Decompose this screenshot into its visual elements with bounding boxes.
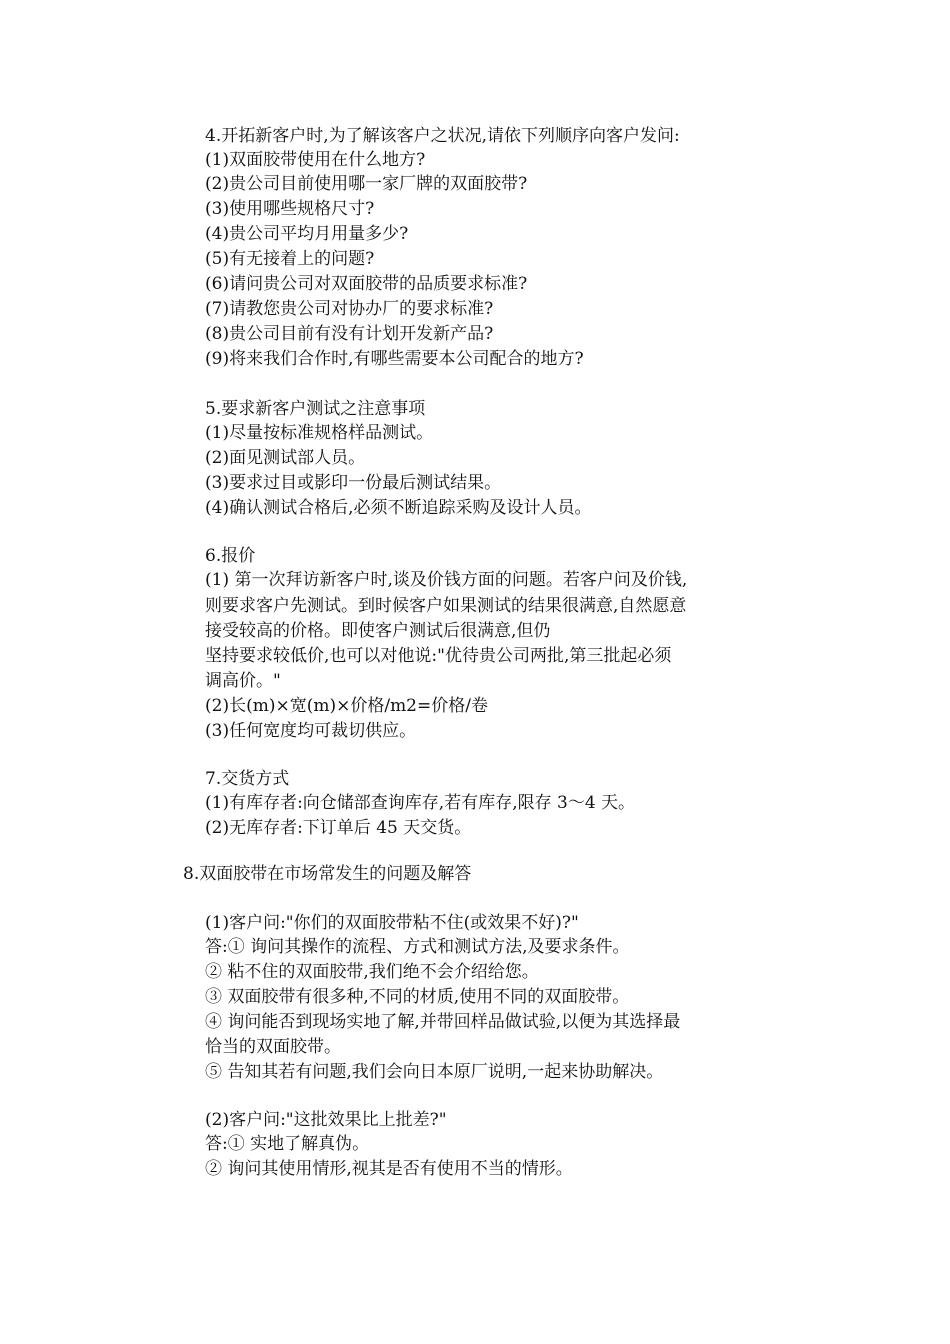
section-5-heading: 5.要求新客户测试之注意事项 bbox=[205, 399, 426, 419]
paragraph-line: (1) 第一次拜访新客户时,谈及价钱方面的问题。若客户问及价钱, bbox=[205, 570, 688, 590]
paragraph-line: (3)任何宽度均可裁切供应。 bbox=[205, 721, 417, 741]
list-item: (7)请教您贵公司对协办厂的要求标准? bbox=[205, 299, 494, 319]
faq-question: (2)客户问:"这批效果比上批差?" bbox=[205, 1110, 447, 1130]
list-item: (5)有无接着上的问题? bbox=[205, 249, 375, 269]
faq-answer-line: ④ 询问能否到现场实地了解,并带回样品做试验,以便为其选择最 bbox=[205, 1012, 681, 1032]
list-item: (1)双面胶带使用在什么地方? bbox=[205, 150, 426, 170]
list-item: (2)贵公司目前使用哪一家厂牌的双面胶带? bbox=[205, 174, 528, 194]
list-item: (2)无库存者:下订单后 45 天交货。 bbox=[205, 818, 472, 838]
section-4-heading: 4.开拓新客户时,为了解该客户之状况,请依下列顺序向客户发问: bbox=[205, 126, 680, 146]
paragraph-line: 接受较高的价格。即使客户测试后很满意,但仍 bbox=[205, 621, 551, 641]
faq-answer-line: ② 粘不住的双面胶带,我们绝不会介绍给您。 bbox=[205, 962, 539, 982]
list-item: (9)将来我们合作时,有哪些需要本公司配合的地方? bbox=[205, 349, 584, 369]
paragraph-line: 调高价。" bbox=[205, 671, 281, 691]
faq-answer-line: ② 询问其使用情形,视其是否有使用不当的情形。 bbox=[205, 1159, 573, 1179]
faq-answer-line: 答:① 询问其操作的流程、方式和测试方法,及要求条件。 bbox=[205, 937, 630, 957]
list-item: (1)尽量按标准规格样品测试。 bbox=[205, 423, 434, 443]
paragraph-line: 则要求客户先测试。到时候客户如果测试的结果很满意,自然愿意 bbox=[205, 596, 687, 616]
section-6-heading: 6.报价 bbox=[205, 546, 256, 566]
paragraph-line: 坚持要求较低价,也可以对他说:"优待贵公司两批,第三批起必须 bbox=[205, 646, 672, 666]
list-item: (3)要求过目或影印一份最后测试结果。 bbox=[205, 473, 502, 493]
list-item: (3)使用哪些规格尺寸? bbox=[205, 199, 375, 219]
list-item: (1)有库存者:向仓储部查询库存,若有库存,限存 3～4 天。 bbox=[205, 793, 636, 813]
paragraph-line: (2)长(m)×宽(m)×价格/m2=价格/卷 bbox=[205, 696, 488, 716]
faq-answer-line: 答:① 实地了解真伪。 bbox=[205, 1134, 370, 1154]
list-item: (4)贵公司平均月用量多少? bbox=[205, 224, 409, 244]
section-8-heading: 8.双面胶带在市场常发生的问题及解答 bbox=[183, 864, 472, 884]
section-7-heading: 7.交货方式 bbox=[205, 769, 290, 789]
faq-answer-line: 恰当的双面胶带。 bbox=[205, 1037, 341, 1057]
faq-answer-line: ⑤ 告知其若有问题,我们会向日本原厂说明,一起来协助解决。 bbox=[205, 1062, 664, 1082]
list-item: (2)面见测试部人员。 bbox=[205, 448, 366, 468]
faq-question: (1)客户问:"你们的双面胶带粘不住(或效果不好)?" bbox=[205, 913, 579, 933]
list-item: (6)请问贵公司对双面胶带的品质要求标准? bbox=[205, 274, 528, 294]
list-item: (4)确认测试合格后,必须不断追踪采购及设计人员。 bbox=[205, 498, 592, 518]
faq-answer-line: ③ 双面胶带有很多种,不同的材质,使用不同的双面胶带。 bbox=[205, 987, 630, 1007]
list-item: (8)贵公司目前有没有计划开发新产品? bbox=[205, 324, 494, 344]
